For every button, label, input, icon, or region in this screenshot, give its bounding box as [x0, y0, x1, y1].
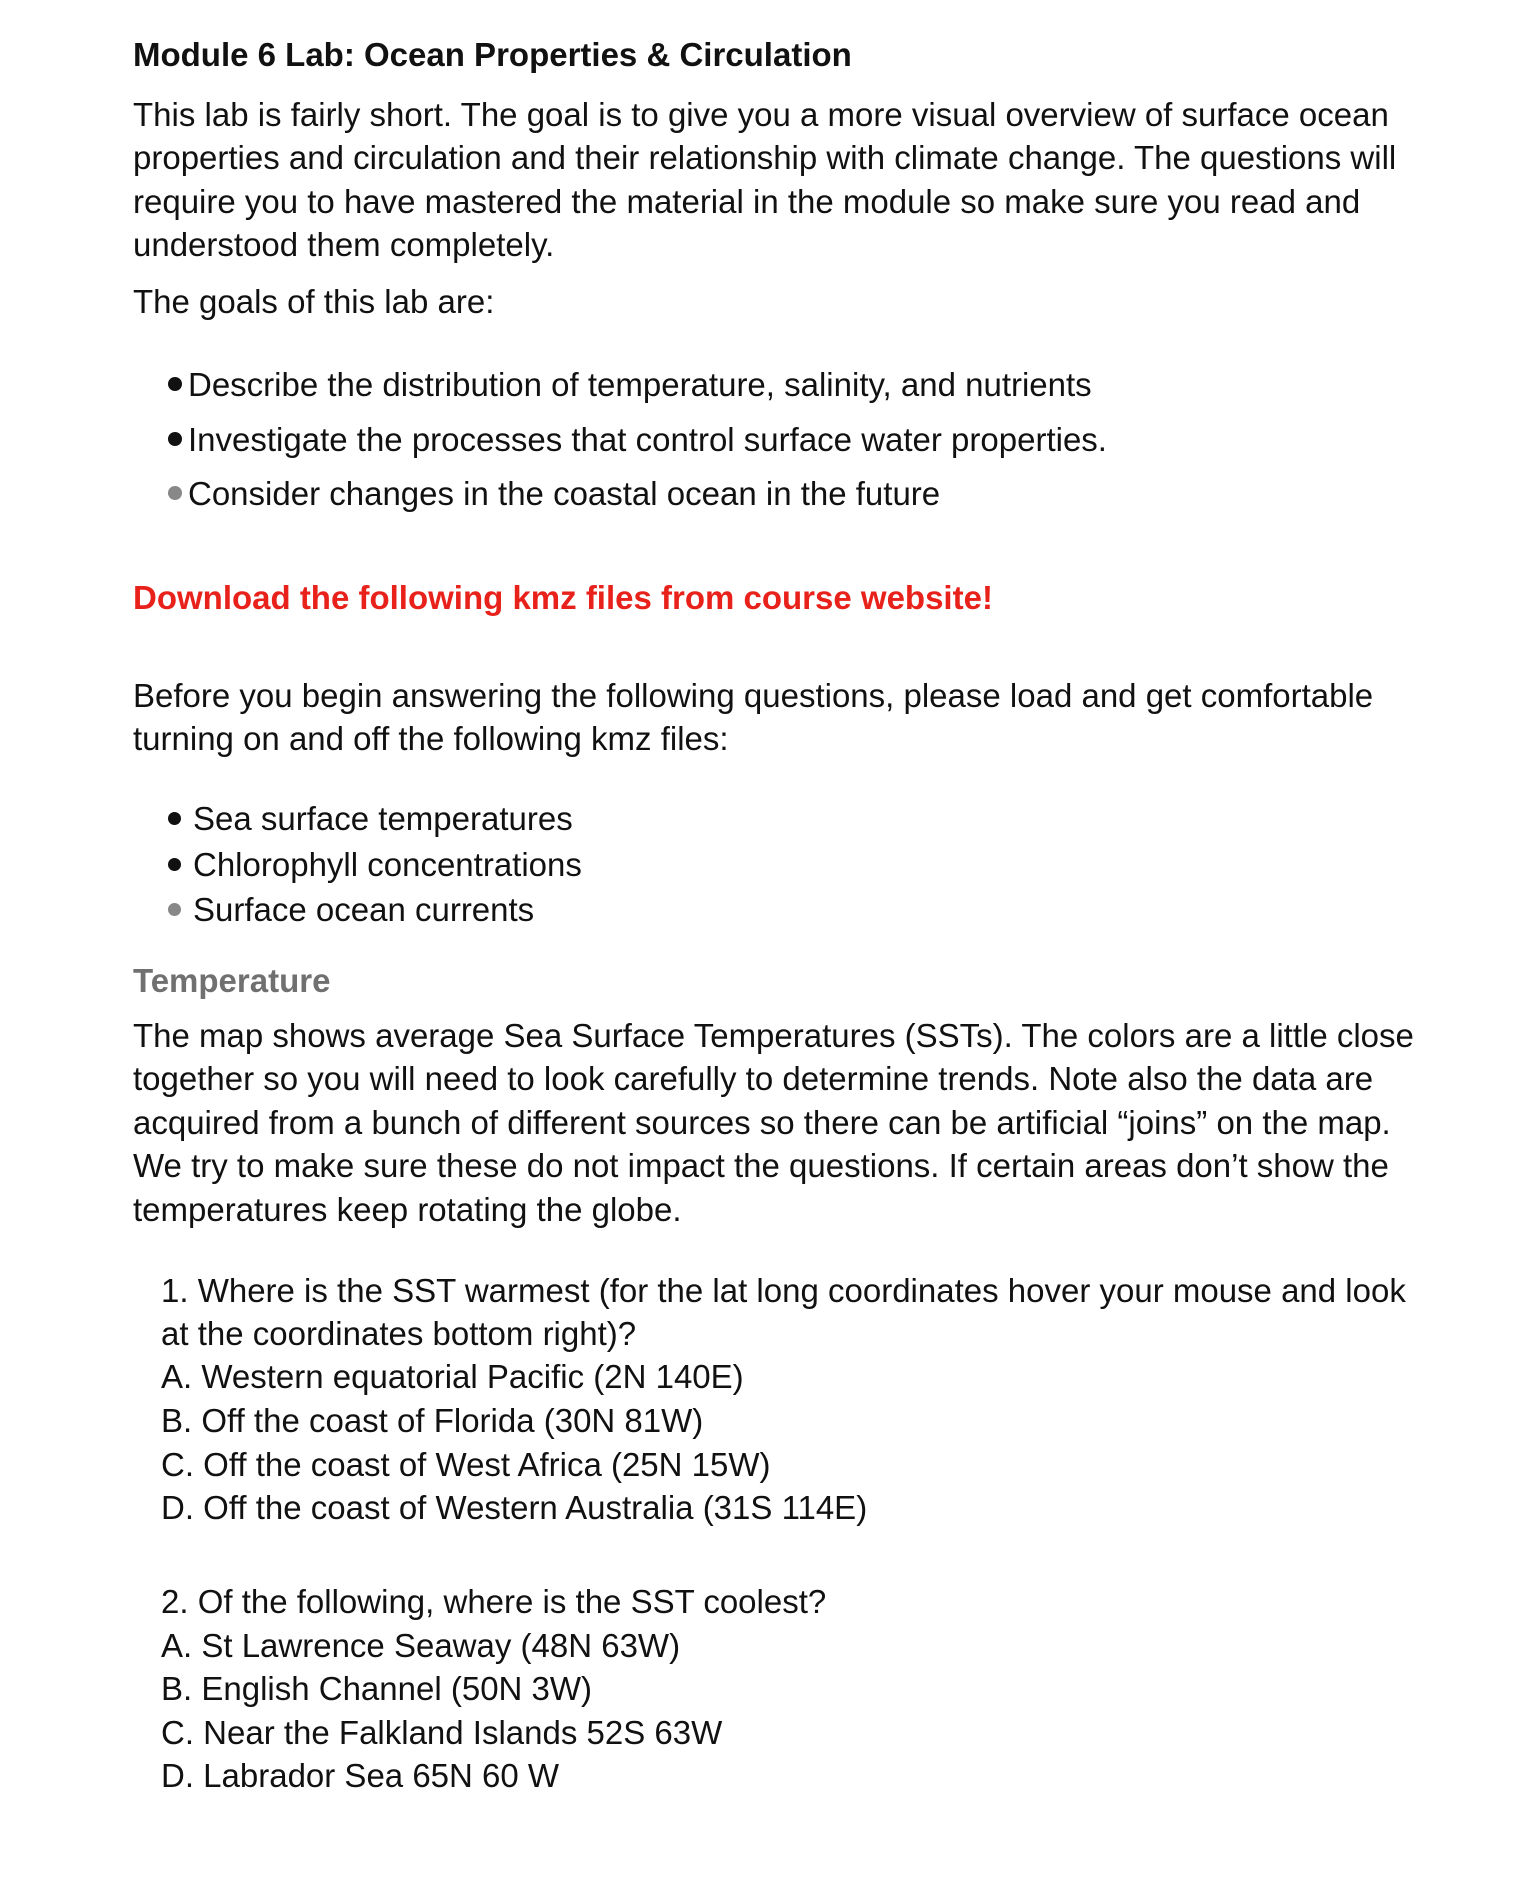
question1-option-a: A. Western equatorial Pacific (2N 140E) [161, 1358, 744, 1395]
question2-text: 2. Of the following, where is the SST coolest? [161, 1583, 827, 1620]
download-notice: Download the following kmz files from course website! [133, 579, 993, 616]
question1-option-d: D. Off the coast of Western Australia (31S 114E) [161, 1489, 868, 1526]
intro-line-2: properties and circulation and their relationship with climate change. The questions will [133, 139, 1397, 176]
goal-item: Describe the distribution of temperature, salinity, and nutrients [168, 363, 1092, 407]
temperature-line-4: We try to make sure these do not impact the questions. If certain areas don’t show the [133, 1147, 1389, 1184]
bullet-icon [168, 432, 182, 446]
temperature-heading: Temperature [133, 962, 331, 999]
question1-option-c: C. Off the coast of West Africa (25N 15W) [161, 1446, 771, 1483]
kmz-file-item: Chlorophyll concentrations [168, 843, 582, 887]
kmz-file-item: Sea surface temperatures [168, 797, 573, 841]
bullet-icon [168, 903, 181, 916]
question1-option-b: B. Off the coast of Florida (30N 81W) [161, 1402, 704, 1439]
temperature-line-3: acquired from a bunch of different sources so there can be artificial “joins” on the map. [133, 1104, 1391, 1141]
goals-heading: The goals of this lab are: [133, 283, 495, 320]
question1-text-line-2: at the coordinates bottom right)? [161, 1315, 637, 1352]
temperature-line-1: The map shows average Sea Surface Temperatures (SSTs). The colors are a little close [133, 1017, 1414, 1054]
temperature-line-5: temperatures keep rotating the globe. [133, 1191, 682, 1228]
intro-line-4: understood them completely. [133, 226, 555, 263]
question2-option-b: B. English Channel (50N 3W) [161, 1670, 593, 1707]
bullet-icon [168, 377, 182, 391]
intro-line-1: This lab is fairly short. The goal is to give you a more visual overview of surface ocean [133, 96, 1389, 133]
question2-option-d: D. Labrador Sea 65N 60 W [161, 1757, 560, 1794]
before-line-2: turning on and off the following kmz files: [133, 720, 729, 757]
bullet-icon [168, 858, 181, 871]
before-line-1: Before you begin answering the following questions, please load and get comfortable [133, 677, 1374, 714]
bullet-icon [168, 486, 182, 500]
temperature-line-2: together so you will need to look carefully to determine trends. Note also the data are [133, 1060, 1374, 1097]
question2-option-a: A. St Lawrence Seaway (48N 63W) [161, 1627, 681, 1664]
bullet-icon [168, 812, 181, 825]
intro-line-3: require you to have mastered the material in the module so make sure you read and [133, 183, 1361, 220]
kmz-file-item: Surface ocean currents [168, 888, 534, 932]
question2-option-c: C. Near the Falkland Islands 52S 63W [161, 1714, 723, 1751]
goal-item: Investigate the processes that control surface water properties. [168, 418, 1107, 462]
question1-text-line-1: 1. Where is the SST warmest (for the lat long coordinates hover your mouse and look [161, 1272, 1406, 1309]
goal-item: Consider changes in the coastal ocean in the future [168, 472, 940, 516]
page-title: Module 6 Lab: Ocean Properties & Circulation [133, 36, 852, 73]
